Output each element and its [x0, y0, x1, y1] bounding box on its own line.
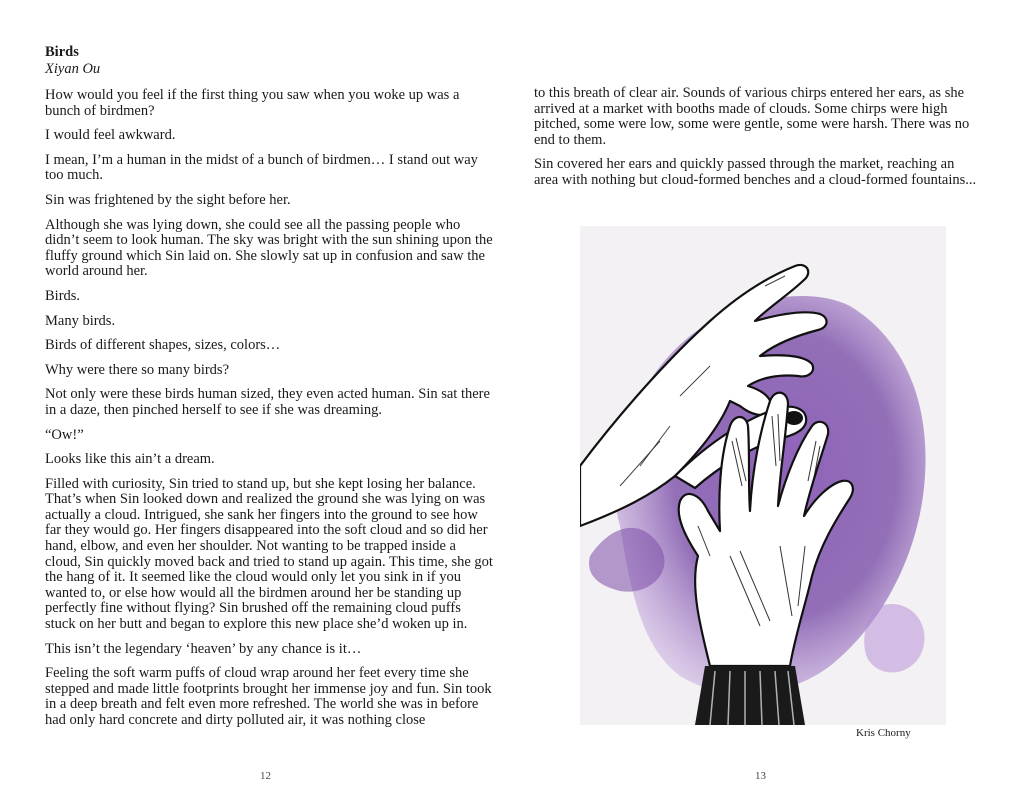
paragraph: Birds.	[45, 287, 81, 304]
story-author: Xiyan Ou	[45, 61, 101, 77]
hands-illustration	[580, 226, 946, 725]
paragraph: I mean, I’m a human in the midst of a bunch of birdmen… I stand out way too much.	[45, 151, 478, 184]
story-title: Birds	[45, 44, 79, 60]
paragraph: to this breath of clear air. Sounds of various chirps entered her ears, as she arrived at a market with booths made of clouds. Some chirps were high pitched, some were low, some were gentle, some were harsh. There was no end to them.	[534, 85, 970, 148]
hands-artwork	[580, 226, 946, 725]
paragraph: How would you feel if the first thing you saw when you woke up was a bunch of birdmen?	[45, 87, 460, 119]
paragraph: Not only were these birds human sized, they even acted human. Sin sat there in a daze, then pinched herself to see if she was dreaming.	[45, 386, 490, 418]
paragraph: Looks like this ain’t a dream.	[45, 451, 215, 468]
right-page	[512, 0, 1024, 801]
paragraph: Filled with curiosity, Sin tried to stand up, but she kept losing her balance. That’s when Sin looked down and realized the ground she was lying on was actually a cloud. Intrigued, she sank her fingers into the ground to see how far they would go. Her fingers disappeared into the soft cloud and so did her hand, elbow, and even her shoulder. Not wanting to be trapped inside a cloud, Sin quickly moved back and tried to stand up again. This time, she got the hang of it. It seemed like the cloud would only let you sink in if you wanted to, or else how would all the birdmen around her be standing up perfectly fine without flying? Sin brushed off the remaining cloud puffs stuck on her butt and began to explore this new place she’d woken up in.	[45, 475, 493, 633]
paragraph: Why were there so many birds?	[45, 361, 230, 378]
story-column-right	[534, 86, 982, 198]
paragraph: “Ow!”	[45, 426, 84, 443]
paragraph: I would feel awkward.	[45, 127, 176, 144]
paragraph: This isn’t the legendary ‘heaven’ by any chance is it…	[45, 640, 362, 657]
story-column-left	[45, 44, 493, 738]
paragraph: Feeling the soft warm puffs of cloud wrap around her feet every time she stepped and made little footprints brought her immense joy and fun. Sin took in a deep breath and felt even more refreshed. The world she was in before had only hard concrete and dirty polluted air, it was nothing close	[45, 665, 492, 728]
paragraph: Sin was frightened by the sight before her.	[45, 191, 291, 208]
paragraph: Many birds.	[45, 312, 116, 329]
page-number: 12	[260, 770, 271, 782]
paragraph: Although she was lying down, she could see all the passing people who didn’t seem to look human. The sky was bright with the sun shining upon the fluffy ground which Sin laid on. She slowly sat up in confusion and saw the world around her.	[45, 216, 493, 280]
artwork-credit: Kris Chorny	[856, 727, 911, 739]
paragraph: Birds of different shapes, sizes, colors…	[45, 337, 281, 354]
paragraph: Sin covered her ears and quickly passed through the market, reaching an area with nothing but cloud-formed benches and a cloud-formed fountains...	[534, 156, 977, 188]
page-number: 13	[755, 770, 766, 782]
